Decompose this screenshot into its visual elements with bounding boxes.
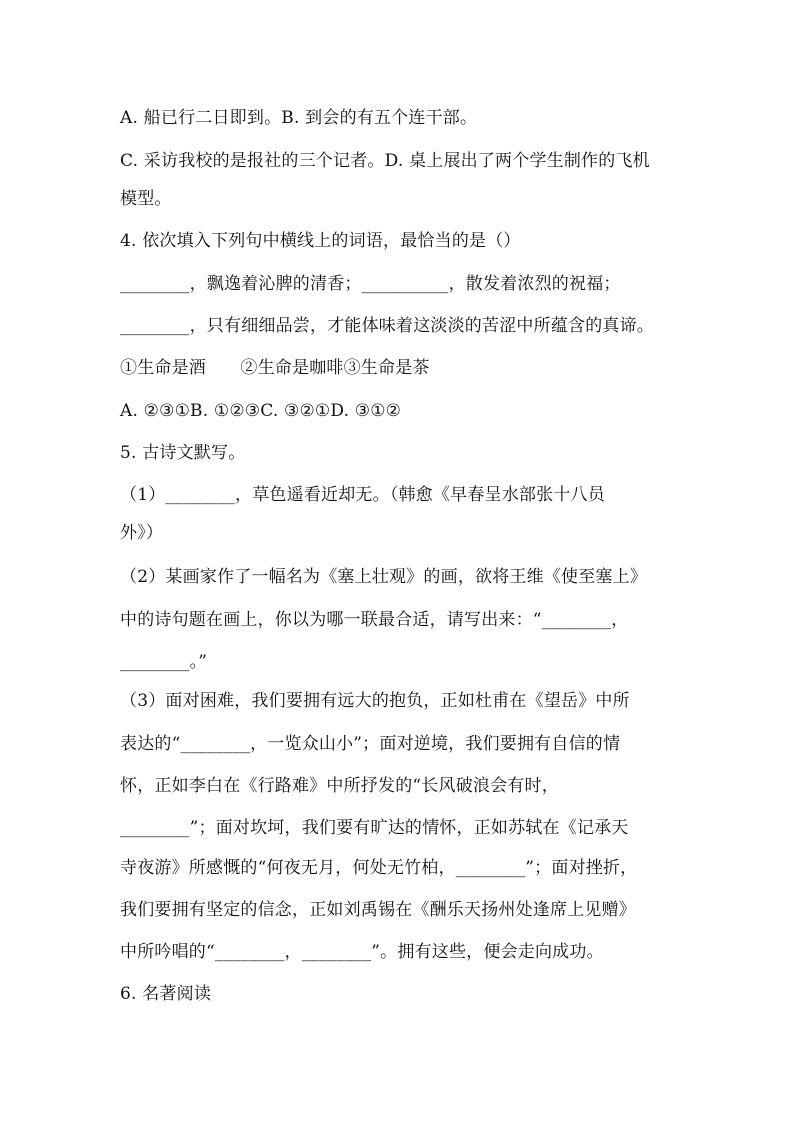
question-5-part-2-line-2: 中的诗句题在画上，你以为哪一联最合适，请写出来：“________，: [120, 610, 629, 630]
question-5-part-1-continued: 外》）: [120, 523, 164, 543]
options-line-cd: C. 采访我校的是报社的三个记者。D. 桌上展出了两个学生制作的飞机: [120, 151, 650, 171]
question-5-part-3-line-6: 我们要拥有坚定的信念，正如刘禹锡在《酬乐天扬州处逢席上见赠》: [120, 900, 636, 920]
options-line-cd-continued: 模型。: [120, 189, 172, 209]
question-5-part-3-line-7: 中所吟唱的“________，________”。拥有这些，便会走向成功。: [120, 942, 604, 962]
question-4-options: A. ②③①B. ①②③C. ③②①D. ③①②: [120, 401, 402, 421]
question-5-part-1: （1）________，草色遥看近却无。（韩愈《早春呈水部张十八员: [120, 485, 605, 505]
question-5-heading: 5. 古诗文默写。: [120, 443, 246, 463]
question-5-part-3-line-5: 寺夜游》所感慨的“何夜无月，何处无竹柏，________”；面对挫折，: [120, 858, 638, 878]
question-4-heading: 4. 依次填入下列句中横线上的词语，最恰当的是（）: [120, 231, 521, 251]
question-5-part-2: （2）某画家作了一幅名为《塞上壮观》的画，欲将王维《使至塞上》: [120, 567, 648, 587]
question-4-sentence-line-1: ________，飘逸着沁脾的清香；__________，散发着浓烈的祝福；: [120, 274, 621, 294]
question-5-part-3-line-3: 怀，正如李白在《行路难》中所抒发的“长风破浪会有时，: [120, 776, 559, 796]
question-4-choices: ①生命是酒 ②生命是咖啡③生命是茶: [120, 358, 430, 378]
question-6-heading: 6. 名著阅读: [120, 984, 212, 1004]
question-5-part-3-line-2: 表达的“________，一览众山小”；面对逆境，我们要拥有自信的情: [120, 734, 621, 754]
question-5-part-3-line-4: ________”；面对坎坷，我们要有旷达的情怀，正如苏轼在《记承天: [120, 818, 629, 838]
options-line-ab: A. 船已行二日即到。B. 到会的有五个连干部。: [120, 108, 478, 128]
question-4-sentence-line-2: ________，只有细细品尝，才能体味着这淡淡的苦涩中所蕴含的真谛。: [120, 316, 654, 336]
question-5-part-2-line-3: ________。”: [120, 652, 208, 672]
question-5-part-3: （3）面对困难，我们要拥有远大的抱负，正如杜甫在《望岳》中所: [120, 691, 630, 711]
